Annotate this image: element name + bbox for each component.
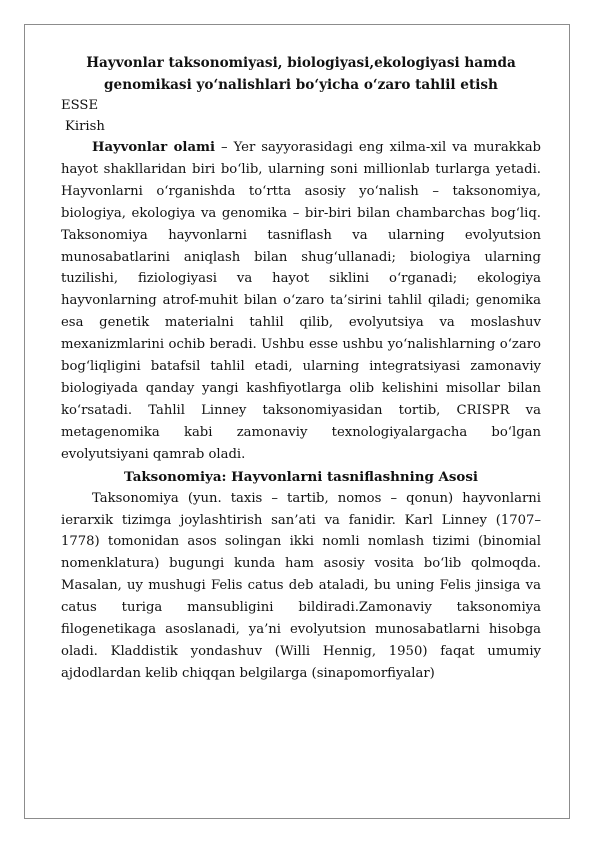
- taxonomy-paragraph: Taksonomiya (yun. taxis – tartib, nomos – qonun) hayvonlarni ierarxik tizimga joylashtirish san’ati va fanidir. Karl Linney (1707–1778) tomonidan asos solingan ikki nomli nomlash tizimi (binomial nomenklatura) bugungi kunda ham asosiy vosita bo‘lib qolmoqda. Masalan, uy mushugi Felis catus deb ataladi, bu uning Felis jinsiga va catus turiga mansubligini bildiradi.Zamonaviy taksonomiya filogenetikaga asoslanadi, ya’ni evolyutsion munosabatlarni hisobga oladi. Kladdistik yondashuv (Willi Hennig, 1950) faqat umumiy ajdodlardan kelib chiqqan belgilarga (sinapomorfiyalar): [61, 490, 541, 681]
- document-body: [61, 52, 541, 685]
- section-heading-taxonomy: Taksonomiya: Hayvonlarni tasniflashning Asosi: [124, 468, 478, 485]
- introduction-paragraph: [61, 137, 541, 466]
- introduction-heading: Kirish: [65, 118, 105, 134]
- intro-text: – Yer sayyorasidagi eng xilma-xil va murakkab hayot shakllaridan biri bo‘lib, ularning soni millionlab turlarga yetadi. Hayvonlarni o‘rganishda to‘rtta asosiy yo‘nalish – taksonomiya, biologiya, ekologiya va genomika – bir-biri bilan chambarchas bog‘liq. Taksonomiya hayvonlarni tasniflash va ularning evolyutsion munosabatlarini aniqlash bilan shug‘ullanadi; biologiya ularning tuzilishi, fiziologiyasi va hayot siklini o‘rganadi; ekologiya hayvonlarning atrof-muhit bilan o‘zaro ta’sirini tahlil qiladi; genomika esa genetik materialni tahlil qilib, evolyutsiya va moslashuv mexanizmlarini ochib beradi. Ushbu esse ushbu yo‘nalishlarning o‘zaro bog‘liqligini batafsil tahlil etadi, ularning integratsiyasi zamonaviy biologiyada qanday yangi kashfiyotlarga olib kelishini misollar bilan ko‘rsatadi. Tahlil Linney taksonomiyasidan tortib, CRISPR va metagenomika kabi zamonaviy texnologiyalargacha bo‘lgan evolyutsiyani qamrab oladi.: [61, 140, 541, 462]
- essay-label: ESSE: [61, 98, 99, 113]
- intro-bold-term: Hayvonlar olami: [92, 140, 215, 155]
- document-title: Hayvonlar taksonomiyasi, biologiyasi,ekologiyasi hamda genomikasi yo‘nalishlari bo‘yicha o‘zaro tahlil etish: [86, 55, 516, 93]
